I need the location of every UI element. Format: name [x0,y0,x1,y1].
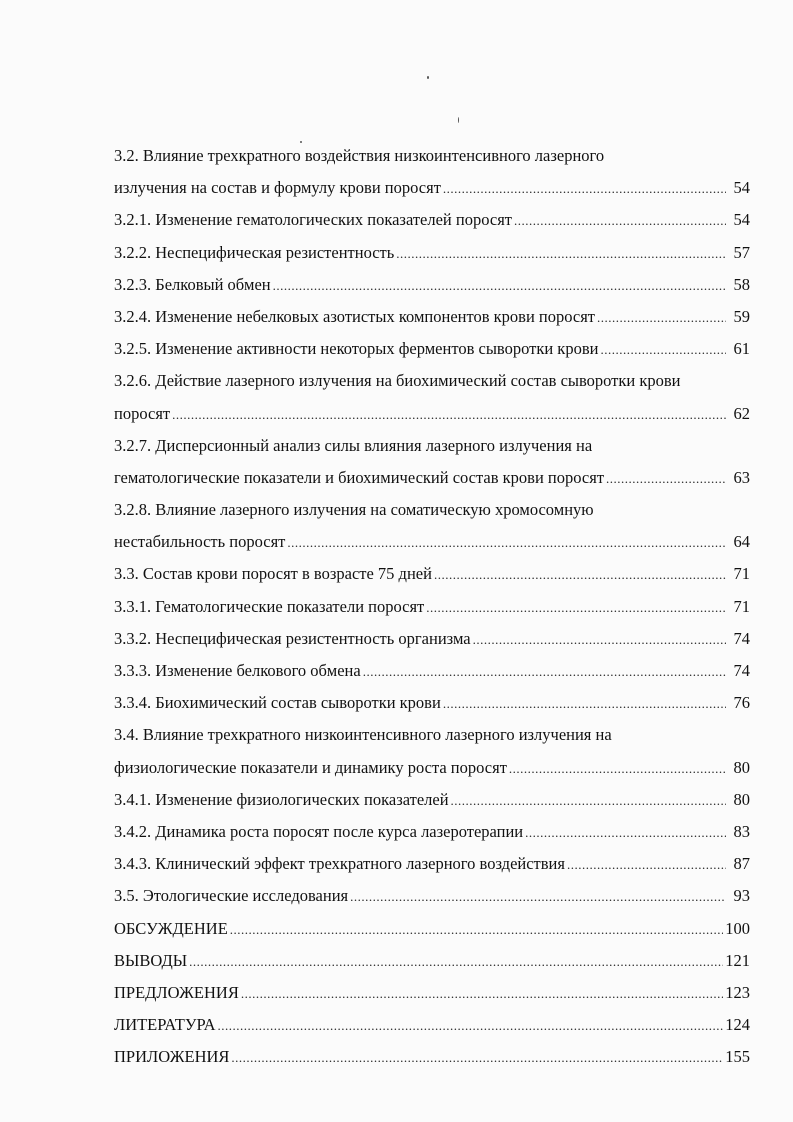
toc-entry-leader-line [114,655,750,687]
toc-entry-title: 3.2.1. Изменение гематологических показателей поросят [114,210,513,230]
toc-page-number: 71 [733,596,750,616]
toc-page-number: 100 [725,918,750,938]
dot-leader [396,238,726,270]
toc-entry-title-line: 3.4. Влияние трехкратного низкоинтенсивного лазерного излучения на [114,725,612,745]
dot-leader [426,592,726,624]
toc-entry-leader-line [114,623,750,655]
dot-leader [434,559,726,591]
toc-page-number: 63 [733,467,750,487]
toc-entry-title: излучения на состав и формулу крови поросят [114,178,441,198]
toc-page-number: 74 [733,661,750,680]
toc-page-number: 58 [733,274,750,294]
toc-page-number: 93 [733,886,750,906]
toc-entry-leader-line [114,269,750,301]
toc-page-number: 87 [733,854,750,874]
toc-entry-leader-line [114,945,750,977]
toc-entry [114,913,754,945]
toc-entry-title: 3.3. Состав крови поросят в возрасте 75 дней [114,564,432,584]
toc-entry [114,269,754,301]
dot-leader [451,785,726,817]
dot-leader [509,753,726,785]
toc-page-number: 61 [733,339,750,359]
toc-entry [114,880,754,912]
toc-entry-leader-line [114,172,750,204]
toc-entry [114,977,754,1009]
toc-entry-leader-line [114,462,750,494]
dot-leader [597,302,726,334]
toc-entry-title: 3.2.4. Изменение небелковых азотистых компонентов крови поросят [114,306,596,326]
toc-page-number: 74 [733,628,750,648]
dot-leader [241,978,723,1010]
toc-entry-leader-line [114,752,750,784]
dot-leader [473,624,726,656]
toc-entry [114,945,754,977]
toc-page-number: 57 [733,242,750,262]
toc-entry-title-line: 3.2.7. Дисперсионный анализ силы влияния лазерного излучения на [114,435,593,455]
toc-page-number: 71 [733,564,750,584]
dot-leader [363,656,726,688]
toc-entry-leader-line [114,237,750,269]
toc-entry [114,591,754,623]
toc-entry-title: 3.2.2. Неспецифическая резистентность [114,242,395,262]
toc-entry [114,1041,754,1073]
toc-entry-title: гематологические показатели и биохимический состав крови поросят [114,467,605,487]
toc-entry-title: 3.3.3. Изменение белкового обмена [114,661,361,680]
dot-leader [567,849,726,881]
dot-leader [273,270,726,302]
toc-entry-leader-line [114,333,750,365]
toc-entry-title: 3.3.4. Биохимический состав сыворотки крови [114,693,441,713]
toc-entry-title: поросят [114,403,171,423]
toc-entry-title: 3.5. Этологические исследования [114,886,349,906]
dot-leader [189,946,723,978]
dot-leader [172,399,726,431]
toc-entry-leader-line [114,816,750,848]
toc-entry-title-line: 3.2.6. Действие лазерного излучения на биохимический состав сыворотки крови [114,371,681,391]
toc-entry-title: 3.3.2. Неспецифическая резистентность организма [114,628,471,648]
table-of-contents [114,140,754,1073]
dot-leader [600,334,726,366]
toc-entry [114,558,754,590]
toc-entry-leader-line [114,913,750,945]
toc-page-number: 62 [733,403,750,423]
toc-entry-title: 3.2.3. Белковый обмен [114,274,271,294]
toc-entry-leader-line [114,591,750,623]
toc-entry-leader-line [114,301,750,333]
dot-leader [218,1010,724,1042]
toc-entry-title: 3.4.1. Изменение физиологических показателей [114,789,449,809]
toc-entry-title: ПРИЛОЖЕНИЯ [114,1047,230,1067]
toc-entry [114,719,754,783]
toc-entry-title-line: 3.2.8. Влияние лазерного излучения на соматическую хромосомную [114,500,594,520]
toc-entry-title: 3.4.2. Динамика роста поросят после курса лазеротерапии [114,821,524,841]
toc-entry-leader-line [114,687,750,719]
toc-page-number: 123 [725,982,750,1002]
toc-page-number: 121 [725,950,750,970]
toc-page-number: 54 [733,178,750,198]
toc-entry [114,1009,754,1041]
toc-entry [114,333,754,365]
toc-page-number: 124 [725,1015,750,1035]
toc-entry [114,623,754,655]
toc-page-number: 155 [725,1047,750,1067]
toc-entry-title: физиологические показатели и динамику роста поросят [114,757,507,777]
toc-entry [114,494,754,558]
toc-entry-leader-line [114,880,750,912]
toc-page-number: 80 [733,757,750,777]
toc-entry [114,140,754,204]
toc-entry-leader-line [114,977,750,1009]
toc-entry [114,687,754,719]
toc-entry-title: 3.4.3. Клинический эффект трехкратного лазерного воздействия [114,854,565,874]
toc-entry [114,848,754,880]
scan-speck [458,117,459,123]
toc-entry-title: ОБСУЖДЕНИЕ [114,918,228,938]
toc-entry-leader-line [114,784,750,816]
toc-entry [114,365,754,429]
toc-entry-leader-line [114,526,750,558]
dot-leader [287,527,726,559]
toc-page-number: 76 [733,693,750,713]
toc-entry-title: ВЫВОДЫ [114,950,188,970]
toc-entry [114,237,754,269]
toc-entry-leader-line [114,558,750,590]
dot-leader [514,205,726,237]
toc-entry [114,655,754,687]
toc-page-number: 80 [733,789,750,809]
toc-entry [114,816,754,848]
toc-entry [114,430,754,494]
toc-entry-title: нестабильность поросят [114,532,286,552]
toc-page-number: 59 [733,306,750,326]
toc-entry-title: ПРЕДЛОЖЕНИЯ [114,982,239,1002]
toc-entry-leader-line [114,204,750,236]
toc-entry-title: 3.2.5. Изменение активности некоторых ферментов сыворотки крови [114,339,599,359]
dot-leader [443,688,726,720]
dot-leader [443,173,726,205]
toc-entry-leader-line [114,1009,750,1041]
toc-page-number: 83 [733,821,750,841]
toc-entry-leader-line [114,398,750,430]
toc-entry-title: 3.3.1. Гематологические показатели поросят [114,596,425,616]
toc-entry [114,204,754,236]
dot-leader [350,881,726,913]
dot-leader [606,463,726,495]
scan-speck [427,76,429,79]
toc-entry-title-line: 3.2. Влияние трехкратного воздействия низкоинтенсивного лазерного [114,146,605,165]
dot-leader [231,1042,723,1074]
toc-entry-title: ЛИТЕРАТУРА [114,1015,216,1035]
toc-entry [114,784,754,816]
toc-entry-leader-line [114,848,750,880]
toc-page-number: 64 [733,532,750,552]
toc-entry-leader-line [114,1041,750,1073]
toc-entry [114,301,754,333]
dot-leader [525,817,726,849]
toc-page-number: 54 [733,210,750,230]
dot-leader [230,914,723,946]
